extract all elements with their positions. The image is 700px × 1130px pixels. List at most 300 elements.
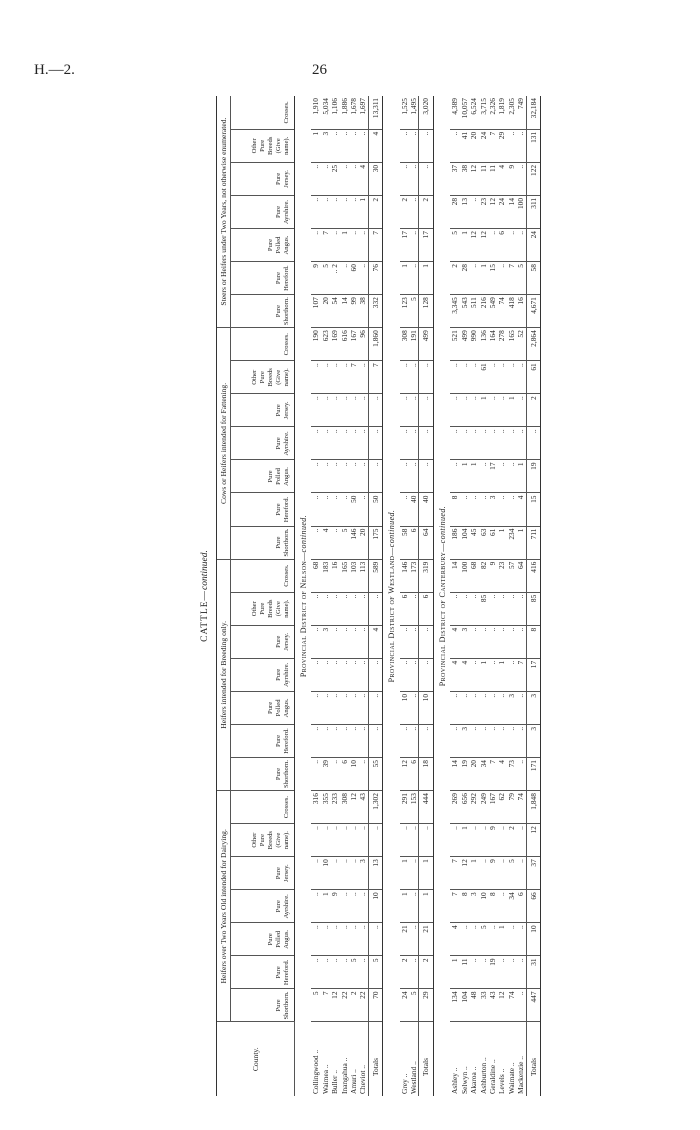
table-cell: 24 <box>497 195 506 228</box>
cattle-table <box>216 96 541 1096</box>
table-cell: .. <box>400 493 409 526</box>
table-cell: 16 <box>330 559 339 592</box>
totals-cell: 2 <box>419 956 433 989</box>
table-cell: 164 <box>488 328 497 361</box>
table-cell: .. <box>311 658 320 691</box>
table-cell: 1 <box>497 923 506 956</box>
sub-column-header: Pure Ayrshire. <box>231 890 295 923</box>
totals-cell: 30 <box>368 162 382 195</box>
table-cell: .. <box>507 361 516 394</box>
table-cell: 2 <box>450 262 459 295</box>
totals-cell: 17 <box>419 229 433 262</box>
table-cell: 292 <box>469 791 478 824</box>
table-cell: .. <box>507 460 516 493</box>
table-cell: 38 <box>358 295 368 328</box>
table-cell: .. <box>479 956 488 989</box>
table-cell: 1 <box>516 526 526 559</box>
table-cell: .. <box>488 923 497 956</box>
totals-cell: 10 <box>526 923 540 956</box>
totals-cell: 21 <box>419 923 433 956</box>
table-cell: 8 <box>450 493 459 526</box>
table-cell: 5 <box>409 295 419 328</box>
table-cell: 8 <box>488 890 497 923</box>
table-cell: 85 <box>479 592 488 625</box>
totals-cell: .. <box>419 724 433 757</box>
totals-cell: 70 <box>368 989 382 1022</box>
table-cell: 499 <box>460 328 469 361</box>
table-row <box>358 96 368 1096</box>
table-row <box>469 96 478 1096</box>
table-cell: 308 <box>340 791 349 824</box>
totals-cell: 85 <box>526 592 540 625</box>
table-cell: .. <box>358 625 368 658</box>
totals-cell: 589 <box>368 559 382 592</box>
totals-cell: .. <box>368 592 382 625</box>
table-cell: .. <box>516 229 526 262</box>
table-cell: 62 <box>497 791 506 824</box>
table-cell: 16 <box>516 295 526 328</box>
table-cell: .. <box>349 427 358 460</box>
table-cell: 1 <box>507 394 516 427</box>
totals-cell: 4 <box>368 129 382 162</box>
table-cell: 7 <box>516 658 526 691</box>
totals-cell: .. <box>419 361 433 394</box>
totals-cell: 6 <box>419 592 433 625</box>
table-cell: 183 <box>321 559 330 592</box>
table-cell: 52 <box>516 328 526 361</box>
table-row <box>321 96 330 1096</box>
table-cell: 1 <box>460 460 469 493</box>
totals-cell: .. <box>368 658 382 691</box>
table-cell: 136 <box>479 328 488 361</box>
table-cell: .. <box>469 625 478 658</box>
table-cell: 79 <box>507 791 516 824</box>
table-cell: .. <box>469 923 478 956</box>
table-row <box>311 96 320 1096</box>
table-cell: .. <box>450 824 459 857</box>
table-cell: 2 <box>349 989 358 1022</box>
district-heading-row <box>433 96 450 1096</box>
table-cell: 1 <box>358 195 368 228</box>
table-cell: .. <box>479 724 488 757</box>
totals-cell: 1 <box>419 890 433 923</box>
table-cell: 2 <box>400 195 409 228</box>
table-cell: .. <box>488 724 497 757</box>
table-cell: 10 <box>400 691 409 724</box>
county-name: Waimea .. <box>320 1064 330 1094</box>
table-cell: .. <box>321 592 330 625</box>
county-column-header: County. <box>217 1022 295 1096</box>
table-cell: .. <box>311 195 320 228</box>
table-cell: .. <box>469 361 478 394</box>
table-cell: 1 <box>400 857 409 890</box>
table-cell: .. <box>497 625 506 658</box>
totals-row <box>526 96 540 1096</box>
table-cell: 74 <box>497 295 506 328</box>
table-cell: .. <box>460 394 469 427</box>
table-cell: .. <box>516 989 526 1022</box>
table-cell: 17 <box>400 229 409 262</box>
table-cell: 4 <box>460 658 469 691</box>
table-cell: .. <box>488 658 497 691</box>
sub-column-header: Pure Ayrshire. <box>231 195 295 228</box>
table-row <box>460 96 469 1096</box>
table-cell: .. <box>409 956 419 989</box>
table-cell: .. <box>330 658 339 691</box>
table-cell: 41 <box>460 129 469 162</box>
table-cell: .. <box>321 956 330 989</box>
table-cell: .. <box>516 857 526 890</box>
table-cell: .. <box>349 625 358 658</box>
table-cell: .. <box>321 923 330 956</box>
table-cell: .. <box>460 592 469 625</box>
table-cell: 1,697 <box>358 96 368 129</box>
table-cell: .. <box>479 493 488 526</box>
table-cell: 549 <box>488 295 497 328</box>
totals-cell: 66 <box>526 890 540 923</box>
table-cell: .. <box>400 625 409 658</box>
table-cell: 233 <box>330 791 339 824</box>
table-cell: 656 <box>460 791 469 824</box>
table-cell: 43 <box>358 791 368 824</box>
table-cell: .. <box>409 824 419 857</box>
district-heading: Provincial District of Westland—continued. <box>387 509 397 683</box>
table-cell: .. <box>450 724 459 757</box>
table-cell: 3 <box>321 625 330 658</box>
table-cell: .. <box>340 162 349 195</box>
table-cell: 10 <box>349 758 358 791</box>
table-cell: 165 <box>340 559 349 592</box>
table-cell: 1 <box>321 890 330 923</box>
sub-column-header: Pure Hereford. <box>231 493 295 526</box>
group-header-dairying: Heifers over Two Years Old intended for Dairying. <box>217 791 231 1022</box>
table-cell: 68 <box>469 559 478 592</box>
table-cell: 33 <box>479 989 488 1022</box>
table-cell: 19 <box>460 758 469 791</box>
table-cell: 24 <box>479 129 488 162</box>
table-cell: .. <box>311 824 320 857</box>
table-cell: 12 <box>349 791 358 824</box>
table-cell: .. <box>340 493 349 526</box>
table-cell: .. <box>330 526 339 559</box>
table-cell: 13 <box>460 195 469 228</box>
table-cell: 521 <box>450 328 459 361</box>
table-cell: 1,495 <box>409 96 419 129</box>
table-cell: .. <box>507 956 516 989</box>
table-cell: 616 <box>340 328 349 361</box>
table-row <box>516 96 526 1096</box>
county-name: Inangahua .. <box>339 1057 349 1094</box>
table-cell: 21 <box>400 923 409 956</box>
table-cell: 11 <box>460 956 469 989</box>
table-cell: .. <box>349 129 358 162</box>
table-cell: 4 <box>450 658 459 691</box>
totals-cell: .. <box>419 824 433 857</box>
totals-cell: 50 <box>368 493 382 526</box>
table-cell: 1 <box>516 460 526 493</box>
table-cell: .. <box>358 129 368 162</box>
table-cell: .. <box>469 394 478 427</box>
totals-cell: 19 <box>526 460 540 493</box>
table-cell: .. <box>516 691 526 724</box>
totals-label: Totals <box>368 1022 382 1096</box>
totals-cell: .. <box>419 129 433 162</box>
table-cell: 104 <box>460 989 469 1022</box>
table-cell: 3 <box>469 890 478 923</box>
sub-column-header: Pure Shorthorn. <box>231 989 295 1022</box>
table-cell: .. <box>349 824 358 857</box>
totals-cell: 2,864 <box>526 328 540 361</box>
table-cell: .. <box>497 857 506 890</box>
totals-cell: 37 <box>526 857 540 890</box>
county-name: Mackenzie .. <box>516 1056 526 1094</box>
table-cell: .. <box>409 460 419 493</box>
page-header-left: H.—2. <box>34 62 75 78</box>
table-cell: .. <box>311 493 320 526</box>
table-row <box>349 96 358 1096</box>
table-cell: 355 <box>321 791 330 824</box>
table-cell: .. <box>311 526 320 559</box>
totals-cell: 1 <box>419 262 433 295</box>
table-cell: .. <box>330 592 339 625</box>
table-cell: .. <box>450 460 459 493</box>
table-cell: 20 <box>469 758 478 791</box>
table-cell: .. <box>497 394 506 427</box>
rotated-table-page <box>200 96 680 1096</box>
totals-cell: 1,848 <box>526 791 540 824</box>
totals-cell: .. <box>368 824 382 857</box>
table-cell: .. <box>340 691 349 724</box>
table-cell: .. <box>516 956 526 989</box>
sub-column-header: Crosses. <box>231 559 295 592</box>
totals-cell: 128 <box>419 295 433 328</box>
table-cell: 4 <box>450 923 459 956</box>
table-cell: .. <box>358 956 368 989</box>
table-cell: 28 <box>450 195 459 228</box>
table-cell: .. <box>349 658 358 691</box>
table-cell: 1,525 <box>400 96 409 129</box>
table-cell: 61 <box>488 526 497 559</box>
totals-cell: 311 <box>526 195 540 228</box>
table-cell: .. <box>358 229 368 262</box>
table-cell: 1 <box>497 658 506 691</box>
table-cell: 23 <box>497 559 506 592</box>
table-cell: 1 <box>460 824 469 857</box>
table-cell: .. <box>330 427 339 460</box>
totals-cell: .. <box>419 460 433 493</box>
table-cell: .. <box>469 824 478 857</box>
totals-cell: 18 <box>419 758 433 791</box>
table-cell: 2 <box>400 956 409 989</box>
table-cell: 7 <box>349 361 358 394</box>
table-cell: 61 <box>479 361 488 394</box>
table-cell: 14 <box>340 295 349 328</box>
totals-cell: 332 <box>368 295 382 328</box>
table-cell: .. <box>340 625 349 658</box>
table-cell: .. <box>340 262 349 295</box>
table-cell: .. <box>488 592 497 625</box>
table-cell: 1,678 <box>349 96 358 129</box>
table-cell: 43 <box>488 989 497 1022</box>
table-cell: 3,715 <box>479 96 488 129</box>
table-cell: 1 <box>311 129 320 162</box>
table-cell: 1 <box>340 229 349 262</box>
table-cell: .. <box>479 625 488 658</box>
district-heading-row <box>383 96 400 1096</box>
table-cell: 3 <box>460 724 469 757</box>
table-cell: .. <box>469 592 478 625</box>
table-cell: 1 <box>400 262 409 295</box>
table-cell: 3,345 <box>450 295 459 328</box>
table-cell: .. <box>479 691 488 724</box>
table-cell: .. <box>507 493 516 526</box>
group-header-breeding: Heifers intended for Breeding only. <box>217 559 231 790</box>
table-cell: 12 <box>400 758 409 791</box>
table-cell: 1 <box>479 262 488 295</box>
totals-cell: 319 <box>419 559 433 592</box>
table-cell: 34 <box>479 758 488 791</box>
table-row <box>488 96 497 1096</box>
table-cell: .. <box>330 129 339 162</box>
sub-column-header: Pure Ayrshire. <box>231 658 295 691</box>
table-cell: .. <box>349 195 358 228</box>
table-cell: .. <box>340 824 349 857</box>
table-cell: 9 <box>488 857 497 890</box>
table-cell: .. <box>488 229 497 262</box>
table-title: CATTLE—continued. <box>200 550 210 642</box>
table-body <box>295 96 541 1096</box>
table-cell: .. <box>340 857 349 890</box>
table-cell: .. <box>409 394 419 427</box>
totals-cell: 2 <box>419 195 433 228</box>
table-cell: 12 <box>469 162 478 195</box>
table-cell: .. <box>330 923 339 956</box>
totals-cell: 499 <box>419 328 433 361</box>
table-cell: 17 <box>488 460 497 493</box>
county-name: Cheviot .. <box>358 1065 368 1094</box>
totals-cell: 7 <box>368 361 382 394</box>
totals-cell: 122 <box>526 162 540 195</box>
table-cell: .. <box>330 229 339 262</box>
totals-cell: 32,184 <box>526 96 540 129</box>
table-cell: .. <box>349 691 358 724</box>
table-cell: 50 <box>349 493 358 526</box>
table-cell: .. <box>340 592 349 625</box>
table-cell: 3 <box>358 857 368 890</box>
totals-cell: 2 <box>368 195 382 228</box>
table-cell: 7 <box>321 229 330 262</box>
table-cell: 10 <box>479 890 488 923</box>
table-cell: 48 <box>469 989 478 1022</box>
group-header-steers: Steers or Heifers under Two Years, not otherwise enumerated. <box>217 96 231 328</box>
table-cell: .. <box>330 956 339 989</box>
table-cell: 5 <box>311 989 320 1022</box>
table-cell: .. <box>311 229 320 262</box>
totals-cell: 1,302 <box>368 791 382 824</box>
county-name: Waimate .. <box>506 1062 516 1094</box>
table-cell: 58 <box>400 526 409 559</box>
table-cell: .. <box>409 162 419 195</box>
table-cell: .. <box>488 394 497 427</box>
sub-column-header: Pure Hereford. <box>231 262 295 295</box>
table-cell: 12 <box>488 195 497 228</box>
table-cell: 190 <box>311 328 320 361</box>
table-cell: 4 <box>497 758 506 791</box>
table-cell: 4 <box>497 162 506 195</box>
table-cell: .. <box>340 394 349 427</box>
totals-cell: 15 <box>526 493 540 526</box>
table-cell: 153 <box>409 791 419 824</box>
table-cell: 15 <box>488 262 497 295</box>
table-cell: .. <box>349 460 358 493</box>
county-name: Collingwood .. <box>311 1049 321 1094</box>
totals-cell: 10 <box>419 691 433 724</box>
table-cell: .. <box>497 427 506 460</box>
table-cell: 1,886 <box>340 96 349 129</box>
table-cell: 1,910 <box>311 96 320 129</box>
totals-cell: 31 <box>526 956 540 989</box>
table-cell: 8 <box>460 890 469 923</box>
sub-column-header: Pure Polled Angus. <box>231 691 295 724</box>
table-cell: 54 <box>330 295 339 328</box>
table-cell: 107 <box>311 295 320 328</box>
totals-cell: .. <box>368 394 382 427</box>
table-row <box>340 96 349 1096</box>
table-cell: .. 2 <box>330 262 339 295</box>
totals-cell: 58 <box>526 262 540 295</box>
table-cell: 74 <box>507 989 516 1022</box>
table-cell: .. <box>497 691 506 724</box>
table-cell: .. <box>330 857 339 890</box>
table-cell: 4 <box>358 162 368 195</box>
table-cell: 28 <box>460 262 469 295</box>
table-cell: .. <box>349 857 358 890</box>
table-cell: .. <box>400 824 409 857</box>
table-cell: .. <box>358 923 368 956</box>
table-row <box>497 96 506 1096</box>
table-cell: 20 <box>469 129 478 162</box>
table-cell: 167 <box>349 328 358 361</box>
sub-column-header: Other Pure Breeds (Give name). <box>231 592 295 625</box>
sub-column-header: Pure Jersey. <box>231 162 295 195</box>
sub-column-header: Pure Jersey. <box>231 857 295 890</box>
table-cell: .. <box>409 691 419 724</box>
table-cell: .. <box>358 493 368 526</box>
table-cell: 5 <box>349 956 358 989</box>
table-cell: 2,305 <box>507 96 516 129</box>
sub-column-header: Pure Hereford. <box>231 956 295 989</box>
sub-column-header: Pure Jersey. <box>231 394 295 427</box>
table-cell: .. <box>507 229 516 262</box>
table-cell: 3 <box>321 129 330 162</box>
table-cell: 57 <box>507 559 516 592</box>
table-cell: .. <box>409 592 419 625</box>
table-cell: .. <box>400 394 409 427</box>
group-header-fattening: Cows or Heifers intended for Fattening. <box>217 328 231 559</box>
table-cell: 1 <box>460 229 469 262</box>
table-cell: .. <box>311 394 320 427</box>
table-cell: 1,819 <box>497 96 506 129</box>
table-cell: 104 <box>460 526 469 559</box>
table-cell: .. <box>340 460 349 493</box>
table-cell: .. <box>497 592 506 625</box>
table-cell: .. <box>409 427 419 460</box>
table-row <box>409 96 419 1096</box>
table-cell: .. <box>479 427 488 460</box>
table-cell: 6 <box>340 758 349 791</box>
table-cell: .. <box>321 824 330 857</box>
totals-cell: 10 <box>368 890 382 923</box>
